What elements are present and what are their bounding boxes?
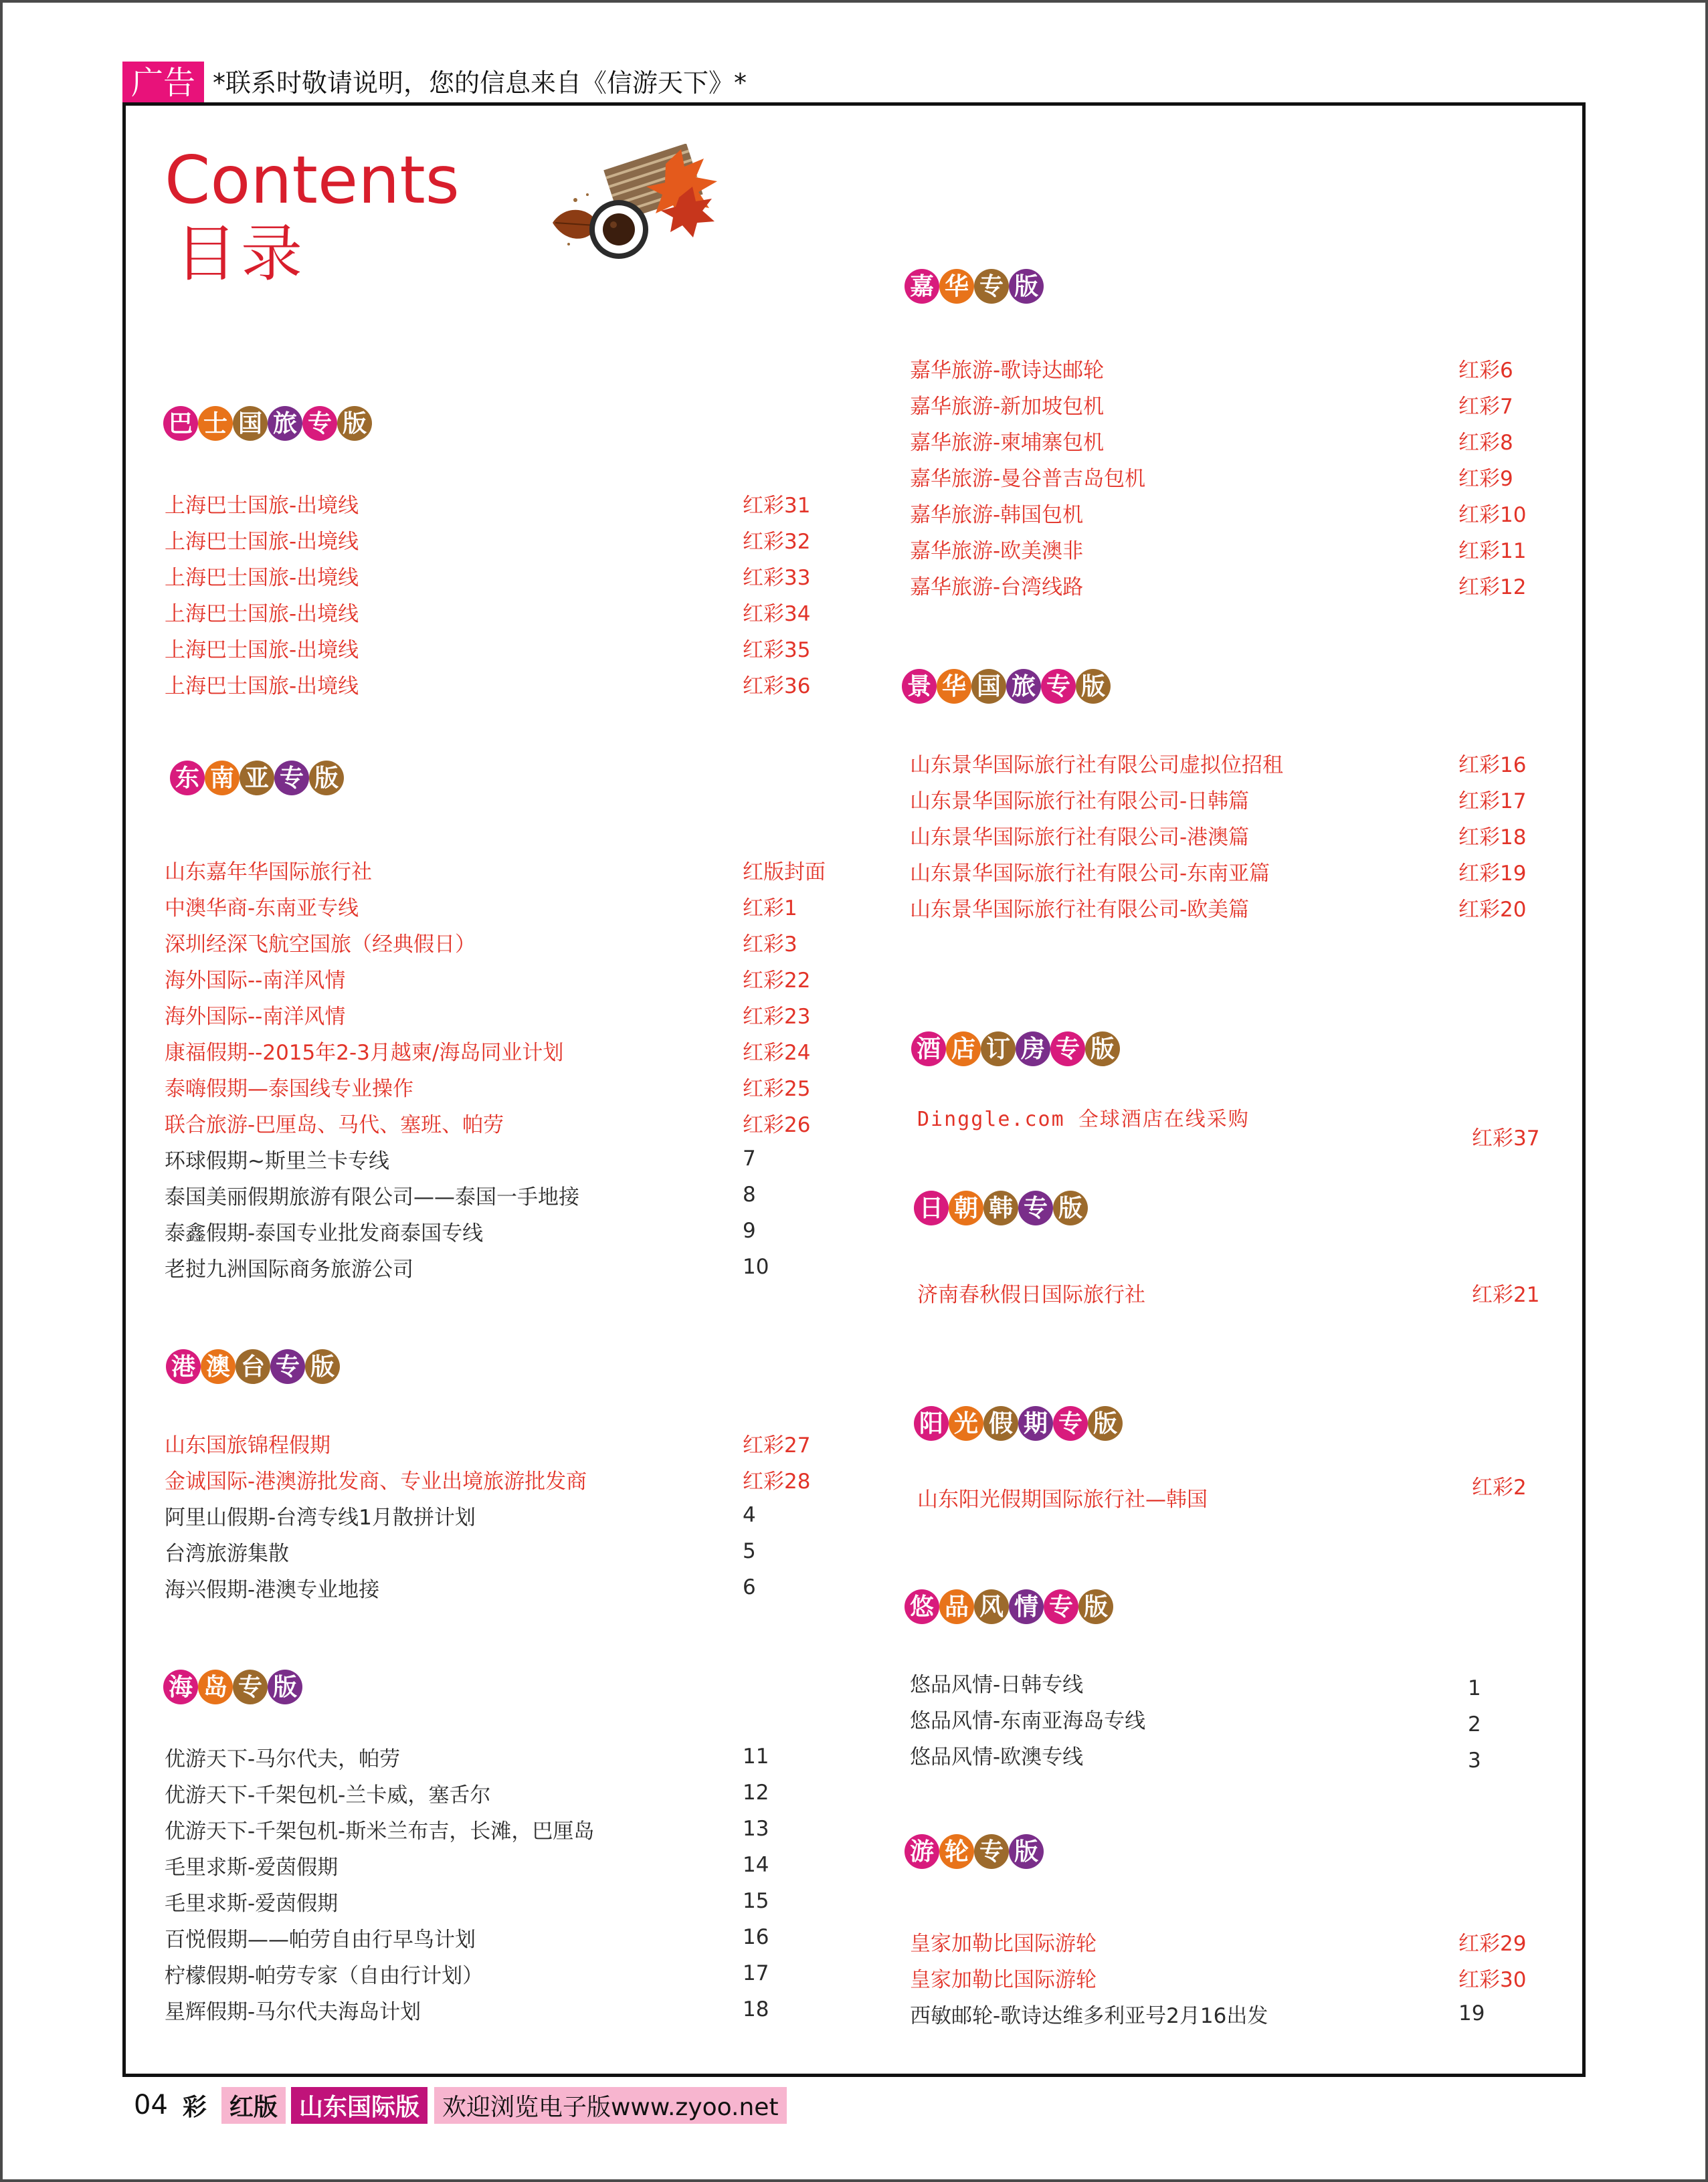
toc-entry[interactable]: 台湾旅游集散 5	[165, 1539, 756, 1566]
toc-entry[interactable]: 深圳经深飞航空国旅（经典假日） 红彩3	[165, 932, 797, 957]
toc-entry-sunshine[interactable]: 山东阳光假期国际旅行社—韩国	[917, 1488, 1208, 1512]
section-badge: 专	[1018, 1191, 1053, 1225]
section-badge: 台	[235, 1349, 270, 1384]
toc-entry[interactable]: 悠品风情-日韩专线 1	[910, 1672, 1481, 1700]
toc-entry[interactable]: 百悦假期——帕劳自由行早鸟计划 16	[165, 1925, 769, 1952]
toc-entry-japan-korea[interactable]: 济南春秋假日国际旅行社	[917, 1283, 1145, 1307]
section-badge: 专	[1041, 669, 1076, 704]
section-badge: 国	[971, 669, 1006, 704]
coffee-leaf-icon	[549, 144, 723, 271]
page-footer	[134, 2087, 787, 2123]
toc-entry[interactable]: 金诚国际-港澳游批发商、专业出境旅游批发商 红彩28	[165, 1469, 811, 1494]
toc-entry[interactable]: 西敏邮轮-歌诗达维多利亚号2月16出发 19	[910, 2001, 1485, 2028]
section-header-japan-korea	[914, 1189, 1088, 1227]
toc-entry[interactable]: 泰嗨假期—泰国线专业操作 红彩25	[165, 1076, 811, 1101]
toc-entry-hotel-page: 红彩37	[1472, 1126, 1540, 1151]
toc-entry[interactable]: 嘉华旅游-台湾线路 红彩12	[910, 575, 1527, 599]
section-badge: 海	[163, 1670, 198, 1704]
section-badge: 亚	[240, 761, 274, 795]
toc-entry[interactable]: 泰国美丽假期旅游有限公司——泰国一手地接 8	[165, 1183, 756, 1209]
section-badge: 专	[974, 1834, 1009, 1869]
section-badge: 版	[1078, 1589, 1113, 1624]
section-badge: 国	[233, 406, 268, 441]
section-badge: 风	[974, 1589, 1009, 1624]
footer-website-link[interactable]: 欢迎浏览电子版www.zyoo.net	[434, 2087, 787, 2124]
section-badge: 版	[309, 761, 344, 795]
section-badge: 澳	[201, 1349, 235, 1384]
section-badge: 版	[337, 406, 372, 441]
toc-entry[interactable]: 泰鑫假期-泰国专业批发商泰国专线 9	[165, 1219, 756, 1246]
footer-edition-tag: 山东国际版	[291, 2087, 428, 2124]
section-header-bashi	[163, 405, 372, 442]
toc-entry[interactable]: 阿里山假期-台湾专线1月散拼计划 4	[165, 1503, 756, 1530]
toc-entry[interactable]: 海外国际--南洋风情 红彩22	[165, 968, 811, 993]
toc-entry[interactable]: 嘉华旅游-柬埔寨包机 红彩8	[910, 430, 1513, 455]
section-badge: 悠	[905, 1589, 939, 1624]
section-badge: 岛	[198, 1670, 233, 1704]
toc-entry[interactable]: 毛里求斯-爱茵假期 15	[165, 1889, 769, 1916]
section-entries-youpin	[910, 1664, 1532, 1773]
section-badge: 期	[1018, 1406, 1053, 1441]
toc-entry[interactable]: 毛里求斯-爱茵假期 14	[165, 1853, 769, 1880]
section-header-sunshine	[914, 1405, 1123, 1442]
section-badge: 店	[946, 1031, 981, 1066]
toc-entry[interactable]: 上海巴士国旅-出境线 红彩33	[165, 565, 811, 590]
toc-entry[interactable]: 上海巴士国旅-出境线 红彩32	[165, 529, 811, 554]
toc-entry[interactable]: 上海巴士国旅-出境线 红彩36	[165, 674, 811, 698]
toc-entry[interactable]: 中澳华商-东南亚专线 红彩1	[165, 896, 797, 920]
section-header-hk-macau-taiwan	[166, 1348, 340, 1385]
section-badge: 版	[1088, 1406, 1123, 1441]
toc-entry-sunshine-page: 红彩2	[1472, 1476, 1527, 1500]
section-entries-islands	[165, 1739, 834, 2027]
section-badge: 嘉	[905, 269, 939, 304]
toc-entry[interactable]: 皇家加勒比国际游轮 红彩29	[910, 1931, 1527, 1956]
toc-entry[interactable]: 优游天下-千架包机-斯米兰布吉，长滩，巴厘岛 13	[165, 1817, 769, 1844]
section-entries-bashi	[165, 485, 834, 702]
section-badge: 专	[233, 1670, 268, 1704]
section-header-jiahua	[905, 268, 1044, 305]
section-badge: 订	[981, 1031, 1016, 1066]
section-badge: 版	[1009, 269, 1044, 304]
toc-entry[interactable]: 山东嘉年华国际旅行社 红版封面	[165, 860, 826, 884]
section-badge: 轮	[939, 1834, 974, 1869]
toc-entry[interactable]: 康福假期--2015年2-3月越柬/海岛同业计划 红彩24	[165, 1040, 811, 1065]
toc-entry[interactable]: 嘉华旅游-新加坡包机 红彩7	[910, 394, 1513, 419]
section-badge: 专	[274, 761, 309, 795]
toc-entry[interactable]: 海外国际--南洋风情 红彩23	[165, 1004, 811, 1029]
toc-entry[interactable]: 嘉华旅游-欧美澳非 红彩11	[910, 538, 1527, 563]
section-badge: 光	[949, 1406, 983, 1441]
toc-entry[interactable]: 山东景华国际旅行社有限公司虚拟位招租 红彩16	[910, 753, 1527, 777]
section-badge: 版	[268, 1670, 302, 1704]
section-entries-cruise	[910, 1923, 1532, 2031]
section-badge: 南	[205, 761, 240, 795]
toc-entry[interactable]: 悠品风情-欧澳专线 3	[910, 1745, 1481, 1773]
section-header-cruise	[905, 1833, 1044, 1870]
footer-cai-label: 彩	[182, 2093, 207, 2121]
section-badge: 版	[1053, 1191, 1088, 1225]
section-badge: 版	[1009, 1834, 1044, 1869]
section-badge: 朝	[949, 1191, 983, 1225]
section-badge: 旅	[1006, 669, 1041, 704]
toc-entry[interactable]: 上海巴士国旅-出境线 红彩34	[165, 601, 811, 626]
ad-label: 广告	[122, 62, 204, 104]
section-badge: 专	[974, 269, 1009, 304]
toc-entry[interactable]: 优游天下-马尔代夫，帕劳 11	[165, 1745, 769, 1771]
section-entries-jinghua	[910, 745, 1532, 925]
toc-entry-hotel[interactable]: Dinggle.com 全球酒店在线采购	[917, 1108, 1250, 1131]
section-badge: 专	[1044, 1589, 1078, 1624]
toc-entry[interactable]: 柠檬假期-帕劳专家（自由行计划） 17	[165, 1961, 769, 1988]
section-badge: 阳	[914, 1406, 949, 1441]
section-header-southeast-asia	[170, 759, 344, 797]
footer-red-edition-tag: 红版	[221, 2087, 286, 2124]
section-entries-hk-macau-taiwan	[165, 1425, 834, 1605]
section-badge: 品	[939, 1589, 974, 1624]
section-badge: 港	[166, 1349, 201, 1384]
toc-entry[interactable]: 皇家加勒比国际游轮 红彩30	[910, 1967, 1527, 1992]
section-header-youpin	[905, 1588, 1113, 1625]
section-header-jinghua	[902, 668, 1111, 705]
section-badge: 情	[1009, 1589, 1044, 1624]
toc-entry[interactable]: 嘉华旅游-韩国包机 红彩10	[910, 502, 1527, 527]
toc-entry[interactable]: 山东景华国际旅行社有限公司-港澳篇 红彩18	[910, 825, 1527, 850]
section-badge: 日	[914, 1191, 949, 1225]
toc-entry[interactable]: 嘉华旅游-歌诗达邮轮 红彩6	[910, 358, 1513, 383]
section-badge: 版	[1076, 669, 1111, 704]
toc-entry[interactable]: 海兴假期-港澳专业地接 6	[165, 1575, 756, 1602]
section-badge: 专	[270, 1349, 305, 1384]
section-badge: 旅	[268, 406, 302, 441]
section-entries-jiahua	[910, 350, 1532, 603]
section-badge: 士	[198, 406, 233, 441]
toc-entry[interactable]: 环球假期~斯里兰卡专线 7	[165, 1147, 756, 1173]
section-header-islands	[163, 1668, 302, 1706]
toc-entry-japan-korea-page: 红彩21	[1472, 1283, 1540, 1307]
section-badge: 专	[1050, 1031, 1085, 1066]
section-header-hotel	[911, 1030, 1120, 1068]
contents-title-en: Contents	[165, 142, 460, 219]
toc-entry[interactable]: 山东国旅锦程假期 红彩27	[165, 1433, 811, 1458]
section-badge: 游	[905, 1834, 939, 1869]
toc-entry[interactable]: 嘉华旅游-曼谷普吉岛包机 红彩9	[910, 466, 1513, 491]
toc-entry[interactable]: 星辉假期-马尔代夫海岛计划 18	[165, 1997, 769, 2024]
section-badge: 专	[302, 406, 337, 441]
section-badge: 酒	[911, 1031, 946, 1066]
toc-entry[interactable]: 联合旅游-巴厘岛、马代、塞班、帕劳 红彩26	[165, 1112, 811, 1137]
section-badge: 华	[937, 669, 971, 704]
page-number: 04	[134, 2090, 168, 2120]
section-badge: 东	[170, 761, 205, 795]
toc-entry[interactable]: 上海巴士国旅-出境线 红彩35	[165, 637, 811, 662]
toc-entry[interactable]: 山东景华国际旅行社有限公司-欧美篇 红彩20	[910, 897, 1527, 922]
section-badge: 版	[1085, 1031, 1120, 1066]
contents-title-zh: 目录	[175, 218, 307, 290]
toc-entry[interactable]: 山东景华国际旅行社有限公司-日韩篇 红彩17	[910, 789, 1527, 813]
toc-entry[interactable]: 山东景华国际旅行社有限公司-东南亚篇 红彩19	[910, 861, 1527, 886]
section-badge: 韩	[983, 1191, 1018, 1225]
section-badge: 专	[1053, 1406, 1088, 1441]
toc-entry[interactable]: 悠品风情-东南亚海岛专线 2	[910, 1708, 1481, 1737]
section-badge: 房	[1016, 1031, 1050, 1066]
toc-entry[interactable]: 上海巴士国旅-出境线 红彩31	[165, 493, 811, 518]
section-badge: 巴	[163, 406, 198, 441]
toc-entry[interactable]: 老挝九洲国际商务旅游公司 10	[165, 1255, 769, 1282]
section-badge: 景	[902, 669, 937, 704]
section-entries-southeast-asia	[165, 852, 834, 1285]
section-badge: 假	[983, 1406, 1018, 1441]
toc-entry[interactable]: 优游天下-千架包机-兰卡威，塞舌尔 12	[165, 1781, 769, 1807]
ad-disclaimer: *联系时敬请说明，您的信息来自《信游天下》*	[213, 68, 747, 98]
section-badge: 版	[305, 1349, 340, 1384]
section-badge: 华	[939, 269, 974, 304]
